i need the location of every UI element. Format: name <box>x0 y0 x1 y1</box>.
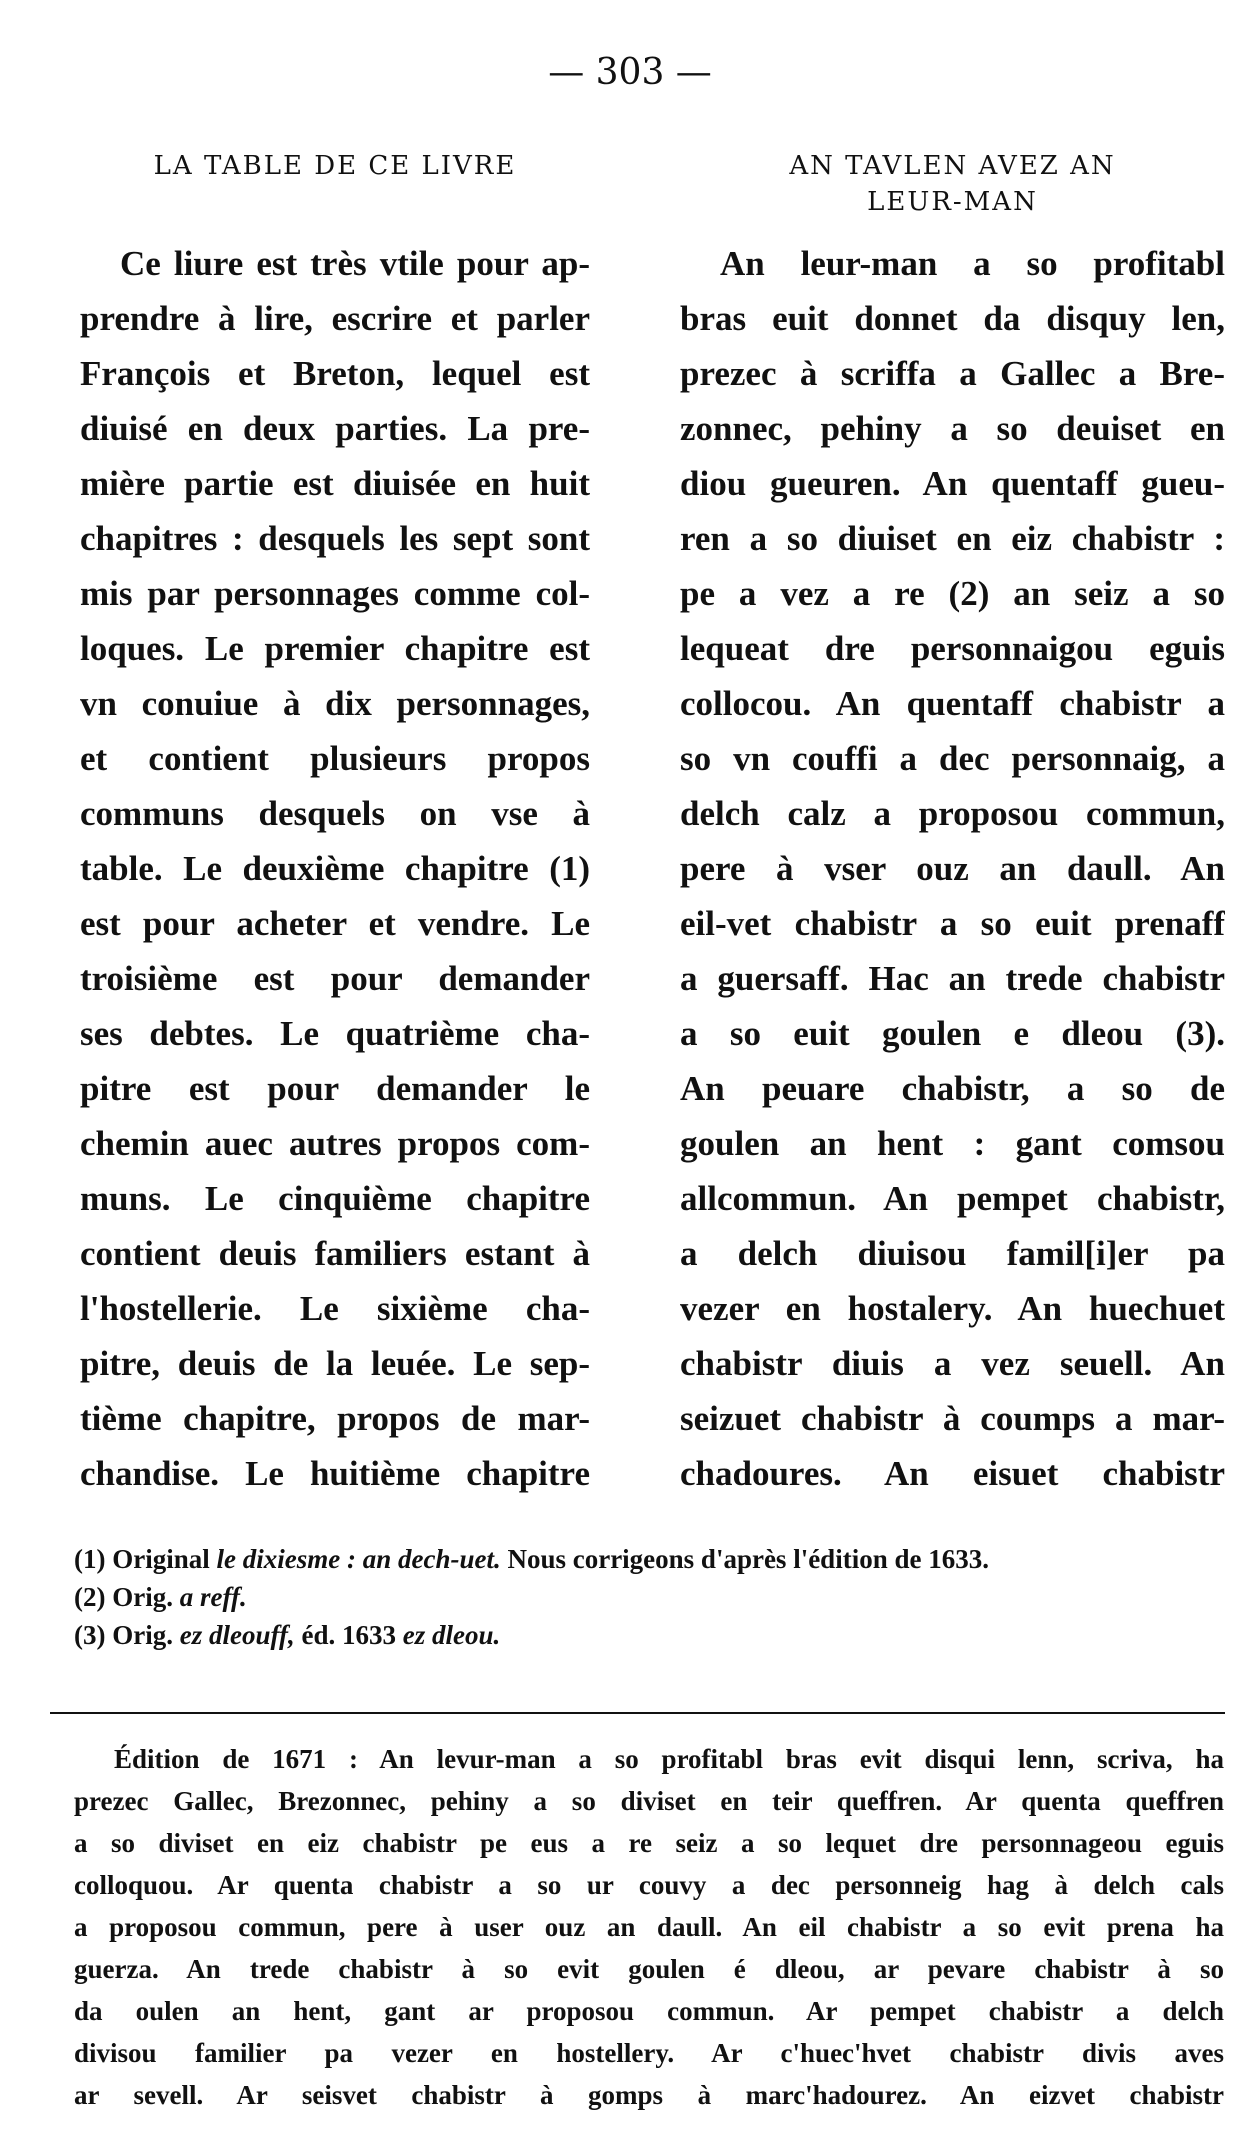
heading-line: AN TAVLEN AVEZ AN <box>789 151 1116 181</box>
heading-line: LEUR-MAN <box>867 187 1038 217</box>
text-line: prendre à lire, escrire et parler <box>80 299 590 338</box>
text-line: guerza. An trede chabistr à so evit goulen é dleou, ar pevare chabistr à so <box>74 1954 1224 1984</box>
footnote-number: (3) <box>74 1620 106 1650</box>
text-line: a so diviset en eiz chabistr pe eus a re seiz a so lequet dre personnageou eguis <box>74 1828 1224 1858</box>
text-line: tième chapitre, propos de mar- <box>80 1399 590 1438</box>
text-line: pere à vser ouz an daull. An <box>680 849 1225 888</box>
text-line: prezec Gallec, Brezonnec, pehiny a so diviset en teir queffren. Ar quenta queffren <box>74 1786 1224 1816</box>
text-line: communs desquels on vse à <box>80 794 590 833</box>
text-line: bras euit donnet da disquy len, <box>680 299 1225 338</box>
text-line: so vn couffi a dec personnaig, a <box>680 739 1225 778</box>
text-line: chadoures. An eisuet chabistr <box>680 1454 1225 1493</box>
footnote-italic: a reff. <box>179 1582 247 1612</box>
text-line: ar sevell. Ar seisvet chabistr à gomps à marc'hadourez. An eizvet chabistr <box>74 2080 1224 2110</box>
text-line: collocou. An quentaff chabistr a <box>680 684 1225 723</box>
text-line: chandise. Le huitième chapitre <box>80 1454 590 1493</box>
right-column-heading <box>680 148 1225 220</box>
text-line: François et Breton, lequel est <box>80 354 590 393</box>
text-line: vezer en hostalery. An huechuet <box>680 1289 1225 1328</box>
right-column-text <box>680 236 1225 1501</box>
text-line: contient deuis familiers estant à <box>80 1234 590 1273</box>
text-line: seizuet chabistr à coumps a mar- <box>680 1399 1225 1438</box>
footnote-number: (2) <box>74 1582 106 1612</box>
left-column-text <box>80 236 590 1501</box>
text-line: eil-vet chabistr a so euit prenaff <box>680 904 1225 943</box>
footnote-text: Nous corrigeons d'après l'édition de 1633. <box>507 1544 989 1574</box>
text-line: goulen an hent : gant comsou <box>680 1124 1225 1163</box>
text-line: delch calz a proposou commun, <box>680 794 1225 833</box>
text-line: mis par personnages comme col- <box>80 574 590 613</box>
text-line: loques. Le premier chapitre est <box>80 629 590 668</box>
text-line: divisou familier pa vezer en hostellery. Ar c'huec'hvet chabistr divis aves <box>74 2038 1224 2068</box>
page-number: — 303 — <box>548 52 712 93</box>
text-line: table. Le deuxième chapitre (1) <box>80 849 590 888</box>
text-line: muns. Le cinquième chapitre <box>80 1179 590 1218</box>
text-line: mière partie est diuisée en huit <box>80 464 590 503</box>
text-line: An peuare chabistr, a so de <box>680 1069 1225 1108</box>
text-line: pe a vez a re (2) an seiz a so <box>680 574 1225 613</box>
footnote-2 <box>74 1578 989 1616</box>
footnote-text: Orig. <box>112 1620 173 1650</box>
text-line: a delch diuisou famil[i]er pa <box>680 1234 1225 1273</box>
text-line: colloquou. Ar quenta chabistr a so ur couvy a dec personneig hag à delch cals <box>74 1870 1224 1900</box>
text-line: pitre, deuis de la leuée. Le sep- <box>80 1344 590 1383</box>
text-line: pitre est pour demander le <box>80 1069 590 1108</box>
footnote-italic: le dixiesme : an dech-uet. <box>216 1544 501 1574</box>
heading-text: LA TABLE DE CE LIVRE <box>153 151 517 181</box>
text-line: l'hostellerie. Le sixième cha- <box>80 1289 590 1328</box>
text-line: a guersaff. Hac an trede chabistr <box>680 959 1225 998</box>
text-line: vn conuiue à dix personnages, <box>80 684 590 723</box>
text-line: troisième est pour demander <box>80 959 590 998</box>
text-line: diou gueuren. An quentaff gueu- <box>680 464 1225 503</box>
footnote-number: (1) <box>74 1544 106 1574</box>
text-line: et contient plusieurs propos <box>80 739 590 778</box>
footnote-text: Original <box>112 1544 210 1574</box>
text-line: allcommun. An pempet chabistr, <box>680 1179 1225 1218</box>
text-line: est pour acheter et vendre. Le <box>80 904 590 943</box>
horizontal-rule <box>50 1712 1225 1714</box>
left-column-heading <box>80 148 590 184</box>
text-line: chapitres : desquels les sept sont <box>80 519 590 558</box>
footnote-italic: ez dleouff, <box>179 1620 295 1650</box>
text-line: An leur-man a so profitabl <box>720 244 1225 283</box>
text-line: Ce liure est très vtile pour ap- <box>120 244 590 283</box>
text-line: lequeat dre personnaigou eguis <box>680 629 1225 668</box>
text-line: chabistr diuis a vez seuell. An <box>680 1344 1225 1383</box>
edition-note <box>74 1738 1224 2116</box>
footnote-italic: ez dleou. <box>402 1620 501 1650</box>
text-line: diuisé en deux parties. La pre- <box>80 409 590 448</box>
text-line: a proposou commun, pere à user ouz an daull. An eil chabistr a so evit prena ha <box>74 1912 1224 1942</box>
footnote-text: éd. 1633 <box>301 1620 396 1650</box>
footnote-3 <box>74 1616 989 1654</box>
text-line: da oulen an hent, gant ar proposou commun. Ar pempet chabistr a delch <box>74 1996 1224 2026</box>
footnotes <box>74 1540 989 1654</box>
text-line: Édition de 1671 : An levur-man a so profitabl bras evit disqui lenn, scriva, ha <box>114 1744 1224 1774</box>
text-line: a so euit goulen e dleou (3). <box>680 1014 1225 1053</box>
text-line: ren a so diuiset en eiz chabistr : <box>680 519 1225 558</box>
text-line: ses debtes. Le quatrième cha- <box>80 1014 590 1053</box>
text-line: zonnec, pehiny a so deuiset en <box>680 409 1225 448</box>
footnote-1 <box>74 1540 989 1578</box>
text-line: prezec à scriffa a Gallec a Bre- <box>680 354 1225 393</box>
text-line: chemin auec autres propos com- <box>80 1124 590 1163</box>
footnote-text: Orig. <box>112 1582 173 1612</box>
